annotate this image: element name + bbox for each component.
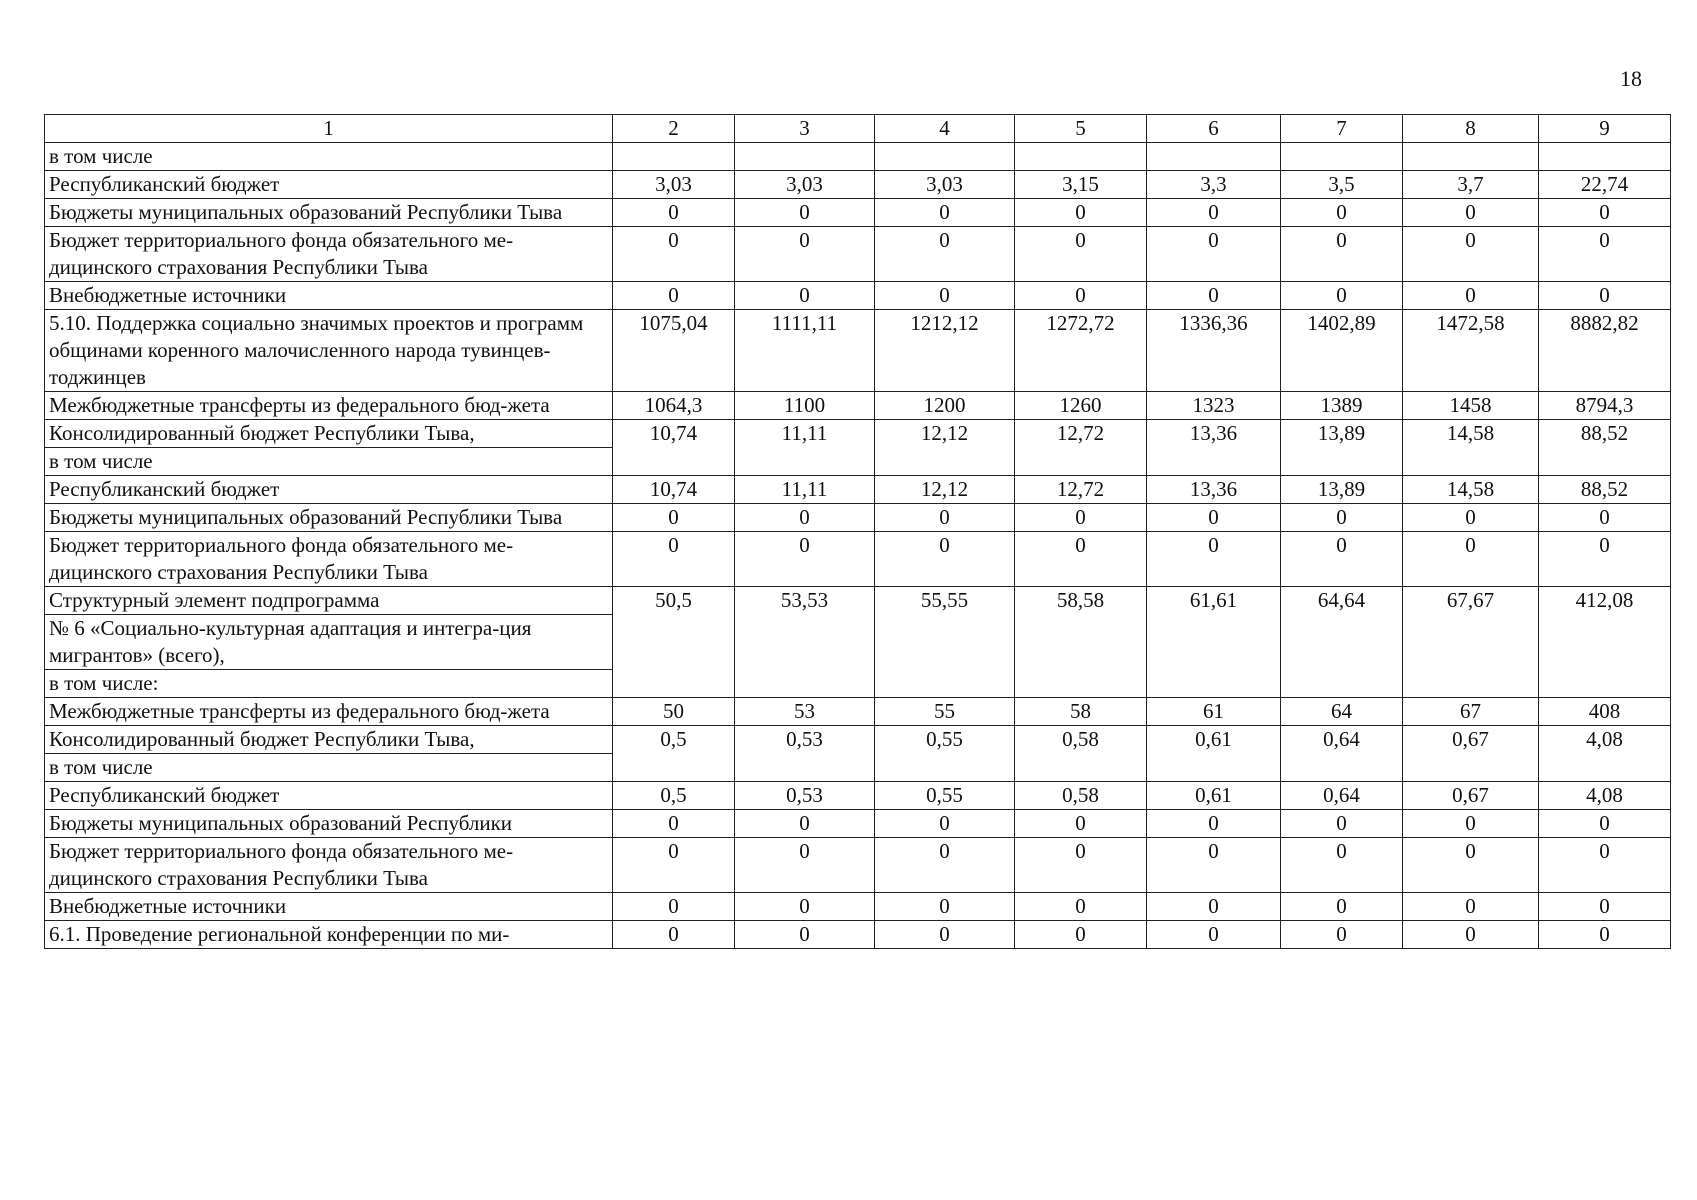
cell-value: 0 <box>1539 921 1671 949</box>
cell-value: 0 <box>1015 810 1147 838</box>
row-label-line: Бюджет территориального фонда обязательного ме-дицинского страхования Республики Тыва <box>49 228 514 279</box>
column-header: 4 <box>875 115 1015 143</box>
cell-value: 0 <box>1281 810 1403 838</box>
row-label <box>45 227 613 282</box>
cell-value: 3,7 <box>1403 171 1539 199</box>
cell-value: 0 <box>1147 504 1281 532</box>
cell-value: 55,55 <box>875 587 1015 698</box>
row-label-line: 5.10. Поддержка социально значимых проектов и программ общинами коренного малочисленного народа тувинцев-тоджинцев <box>49 311 584 389</box>
cell-value: 0 <box>1147 199 1281 227</box>
row-label-line: 6.1. Проведение региональной конференции по ми- <box>49 922 510 946</box>
cell-value: 13,89 <box>1281 420 1403 476</box>
cell-value: 0 <box>1281 838 1403 893</box>
cell-value: 0 <box>1015 504 1147 532</box>
header-row <box>45 115 1671 143</box>
cell-value: 0 <box>613 921 735 949</box>
cell-value: 64 <box>1281 698 1403 726</box>
budget-table <box>44 114 1671 949</box>
table-row <box>45 782 1671 810</box>
cell-value: 0 <box>1147 282 1281 310</box>
row-label <box>45 392 613 420</box>
cell-value: 0 <box>1539 810 1671 838</box>
cell-value: 0 <box>1147 227 1281 282</box>
cell-value: 12,12 <box>875 420 1015 476</box>
cell-value: 0 <box>1015 532 1147 587</box>
row-label <box>45 782 613 810</box>
row-label-line: Республиканский бюджет <box>49 172 280 196</box>
table-row <box>45 199 1671 227</box>
cell-value: 67,67 <box>1403 587 1539 698</box>
cell-value: 0,55 <box>875 726 1015 782</box>
cell-value: 412,08 <box>1539 587 1671 698</box>
cell-value: 0 <box>875 838 1015 893</box>
cell-value: 50,5 <box>613 587 735 698</box>
row-label-line: Бюджеты муниципальных образований Республики <box>49 811 513 835</box>
cell-value: 0 <box>735 282 875 310</box>
cell-value: 0 <box>1147 838 1281 893</box>
cell-value: 88,52 <box>1539 420 1671 476</box>
row-label-line: в том числе <box>45 447 612 475</box>
cell-value: 0 <box>1403 532 1539 587</box>
cell-value: 0,64 <box>1281 782 1403 810</box>
cell-value <box>1403 143 1539 171</box>
cell-value: 0 <box>1147 532 1281 587</box>
cell-value: 1272,72 <box>1015 310 1147 392</box>
cell-value: 0,64 <box>1281 726 1403 782</box>
cell-value: 0 <box>1403 504 1539 532</box>
cell-value: 11,11 <box>735 420 875 476</box>
cell-value: 0 <box>735 532 875 587</box>
cell-value: 0 <box>1281 282 1403 310</box>
cell-value: 0,53 <box>735 726 875 782</box>
cell-value: 1260 <box>1015 392 1147 420</box>
cell-value: 0,58 <box>1015 782 1147 810</box>
cell-value: 0 <box>735 199 875 227</box>
cell-value: 58 <box>1015 698 1147 726</box>
cell-value: 61,61 <box>1147 587 1281 698</box>
table-row <box>45 476 1671 504</box>
cell-value: 8794,3 <box>1539 392 1671 420</box>
column-header: 9 <box>1539 115 1671 143</box>
cell-value: 0 <box>875 199 1015 227</box>
cell-value: 12,72 <box>1015 420 1147 476</box>
cell-value: 14,58 <box>1403 420 1539 476</box>
cell-value <box>1539 143 1671 171</box>
cell-value: 53 <box>735 698 875 726</box>
cell-value: 0 <box>1539 532 1671 587</box>
cell-value: 1111,11 <box>735 310 875 392</box>
column-header: 7 <box>1281 115 1403 143</box>
cell-value: 0,58 <box>1015 726 1147 782</box>
cell-value: 0,61 <box>1147 726 1281 782</box>
table-row <box>45 726 1671 782</box>
table-row <box>45 532 1671 587</box>
cell-value: 1472,58 <box>1403 310 1539 392</box>
column-header: 5 <box>1015 115 1147 143</box>
cell-value: 1402,89 <box>1281 310 1403 392</box>
column-header: 8 <box>1403 115 1539 143</box>
cell-value: 12,12 <box>875 476 1015 504</box>
cell-value: 0 <box>735 893 875 921</box>
cell-value: 1075,04 <box>613 310 735 392</box>
row-label <box>45 171 613 199</box>
cell-value: 11,11 <box>735 476 875 504</box>
table-row <box>45 810 1671 838</box>
row-label-line: Консолидированный бюджет Республики Тыва, <box>49 727 475 751</box>
cell-value: 0 <box>735 227 875 282</box>
cell-value: 0,5 <box>613 726 735 782</box>
table-row <box>45 838 1671 893</box>
cell-value: 3,5 <box>1281 171 1403 199</box>
cell-value: 53,53 <box>735 587 875 698</box>
cell-value: 10,74 <box>613 420 735 476</box>
table-row <box>45 698 1671 726</box>
row-label <box>45 476 613 504</box>
cell-value: 0 <box>1539 282 1671 310</box>
cell-value: 0 <box>735 504 875 532</box>
cell-value: 0 <box>1403 838 1539 893</box>
cell-value: 4,08 <box>1539 782 1671 810</box>
row-label <box>45 143 613 171</box>
cell-value: 64,64 <box>1281 587 1403 698</box>
column-header: 2 <box>613 115 735 143</box>
cell-value: 0 <box>1281 227 1403 282</box>
cell-value: 0 <box>875 532 1015 587</box>
table-row <box>45 587 1671 698</box>
cell-value: 0 <box>1403 921 1539 949</box>
cell-value: 0 <box>735 838 875 893</box>
table-body <box>45 143 1671 949</box>
cell-value: 0 <box>1539 893 1671 921</box>
row-label <box>45 310 613 392</box>
cell-value: 3,03 <box>875 171 1015 199</box>
cell-value: 0 <box>875 504 1015 532</box>
row-label-line: Бюджеты муниципальных образований Республики Тыва <box>49 200 563 224</box>
cell-value: 50 <box>613 698 735 726</box>
row-label <box>45 893 613 921</box>
row-label <box>45 810 613 838</box>
table-row <box>45 420 1671 476</box>
cell-value: 3,03 <box>735 171 875 199</box>
cell-value: 0 <box>875 893 1015 921</box>
cell-value: 61 <box>1147 698 1281 726</box>
cell-value: 0 <box>1403 810 1539 838</box>
cell-value: 0 <box>735 810 875 838</box>
row-label <box>45 698 613 726</box>
cell-value <box>1015 143 1147 171</box>
table-row <box>45 392 1671 420</box>
cell-value: 0 <box>1539 838 1671 893</box>
cell-value: 0,5 <box>613 782 735 810</box>
cell-value: 0 <box>1281 921 1403 949</box>
column-header: 6 <box>1147 115 1281 143</box>
cell-value: 0 <box>1281 199 1403 227</box>
column-header: 3 <box>735 115 875 143</box>
cell-value: 1100 <box>735 392 875 420</box>
cell-value: 0 <box>1015 838 1147 893</box>
cell-value <box>1281 143 1403 171</box>
cell-value: 0,55 <box>875 782 1015 810</box>
cell-value: 0 <box>875 810 1015 838</box>
cell-value: 0,67 <box>1403 782 1539 810</box>
cell-value <box>875 143 1015 171</box>
row-label-line: Консолидированный бюджет Республики Тыва, <box>49 421 475 445</box>
page-number: 18 <box>1620 66 1642 91</box>
cell-value: 0 <box>1147 921 1281 949</box>
cell-value: 0 <box>613 282 735 310</box>
row-label-line: Внебюджетные источники <box>49 894 287 918</box>
table-row <box>45 282 1671 310</box>
cell-value: 3,15 <box>1015 171 1147 199</box>
cell-value <box>613 143 735 171</box>
cell-value: 0 <box>1403 227 1539 282</box>
cell-value: 3,03 <box>613 171 735 199</box>
row-label-line: Республиканский бюджет <box>49 477 280 501</box>
row-label-line: Бюджет территориального фонда обязательного ме-дицинского страхования Республики Тыва <box>49 533 514 584</box>
row-label-line: в том числе <box>45 753 612 781</box>
table-row <box>45 171 1671 199</box>
cell-value: 0 <box>613 504 735 532</box>
cell-value: 1389 <box>1281 392 1403 420</box>
cell-value: 0 <box>1015 893 1147 921</box>
cell-value: 0 <box>1281 532 1403 587</box>
row-label <box>45 726 613 782</box>
cell-value: 3,3 <box>1147 171 1281 199</box>
cell-value: 88,52 <box>1539 476 1671 504</box>
cell-value: 1458 <box>1403 392 1539 420</box>
table-row <box>45 310 1671 392</box>
cell-value: 0 <box>735 921 875 949</box>
cell-value: 0 <box>613 199 735 227</box>
row-label-line: Бюджет территориального фонда обязательного ме-дицинского страхования Республики Тыва <box>49 839 514 890</box>
cell-value: 0 <box>1539 504 1671 532</box>
cell-value: 0 <box>1015 921 1147 949</box>
cell-value: 0,67 <box>1403 726 1539 782</box>
cell-value: 0 <box>1281 504 1403 532</box>
cell-value: 14,58 <box>1403 476 1539 504</box>
cell-value: 0 <box>875 282 1015 310</box>
row-label-line: Межбюджетные трансферты из федерального бюд-жета <box>49 699 550 723</box>
row-label-line: Межбюджетные трансферты из федерального бюд-жета <box>49 393 550 417</box>
cell-value: 0 <box>1147 893 1281 921</box>
cell-value: 0,53 <box>735 782 875 810</box>
row-label <box>45 532 613 587</box>
cell-value <box>735 143 875 171</box>
table-row <box>45 227 1671 282</box>
cell-value: 13,36 <box>1147 476 1281 504</box>
cell-value: 0 <box>1539 227 1671 282</box>
row-label-line: в том числе <box>49 144 153 168</box>
row-label-line: № 6 «Социально-культурная адаптация и интегра-ция мигрантов» (всего), <box>45 614 612 669</box>
row-label <box>45 282 613 310</box>
cell-value: 0 <box>1539 199 1671 227</box>
cell-value: 0 <box>613 838 735 893</box>
cell-value: 0 <box>1281 893 1403 921</box>
cell-value: 1323 <box>1147 392 1281 420</box>
cell-value <box>1147 143 1281 171</box>
table-row <box>45 504 1671 532</box>
row-label-line: в том числе: <box>45 669 612 697</box>
table-header <box>45 115 1671 143</box>
cell-value: 67 <box>1403 698 1539 726</box>
cell-value: 22,74 <box>1539 171 1671 199</box>
cell-value: 0,61 <box>1147 782 1281 810</box>
cell-value: 1200 <box>875 392 1015 420</box>
column-header: 1 <box>45 115 613 143</box>
cell-value: 0 <box>1015 227 1147 282</box>
cell-value: 0 <box>613 810 735 838</box>
row-label <box>45 420 613 476</box>
cell-value: 0 <box>613 532 735 587</box>
row-label <box>45 921 613 949</box>
cell-value: 12,72 <box>1015 476 1147 504</box>
table-row <box>45 893 1671 921</box>
cell-value: 0 <box>1015 199 1147 227</box>
cell-value: 0 <box>875 227 1015 282</box>
row-label-line: Республиканский бюджет <box>49 783 280 807</box>
cell-value: 13,89 <box>1281 476 1403 504</box>
cell-value: 0 <box>875 921 1015 949</box>
cell-value: 0 <box>613 893 735 921</box>
row-label <box>45 199 613 227</box>
cell-value: 10,74 <box>613 476 735 504</box>
cell-value: 0 <box>1403 282 1539 310</box>
cell-value: 408 <box>1539 698 1671 726</box>
row-label-line: Внебюджетные источники <box>49 283 287 307</box>
cell-value: 0 <box>1403 893 1539 921</box>
cell-value: 58,58 <box>1015 587 1147 698</box>
table-row <box>45 143 1671 171</box>
row-label <box>45 504 613 532</box>
cell-value: 0 <box>1403 199 1539 227</box>
cell-value: 1336,36 <box>1147 310 1281 392</box>
cell-value: 1212,12 <box>875 310 1015 392</box>
cell-value: 0 <box>1147 810 1281 838</box>
cell-value: 0 <box>613 227 735 282</box>
row-label-line: Бюджеты муниципальных образований Республики Тыва <box>49 505 563 529</box>
cell-value: 55 <box>875 698 1015 726</box>
cell-value: 1064,3 <box>613 392 735 420</box>
row-label <box>45 587 613 698</box>
cell-value: 13,36 <box>1147 420 1281 476</box>
table-row <box>45 921 1671 949</box>
row-label <box>45 838 613 893</box>
cell-value: 0 <box>1015 282 1147 310</box>
cell-value: 8882,82 <box>1539 310 1671 392</box>
cell-value: 4,08 <box>1539 726 1671 782</box>
row-label-line: Структурный элемент подпрограмма <box>49 588 380 612</box>
